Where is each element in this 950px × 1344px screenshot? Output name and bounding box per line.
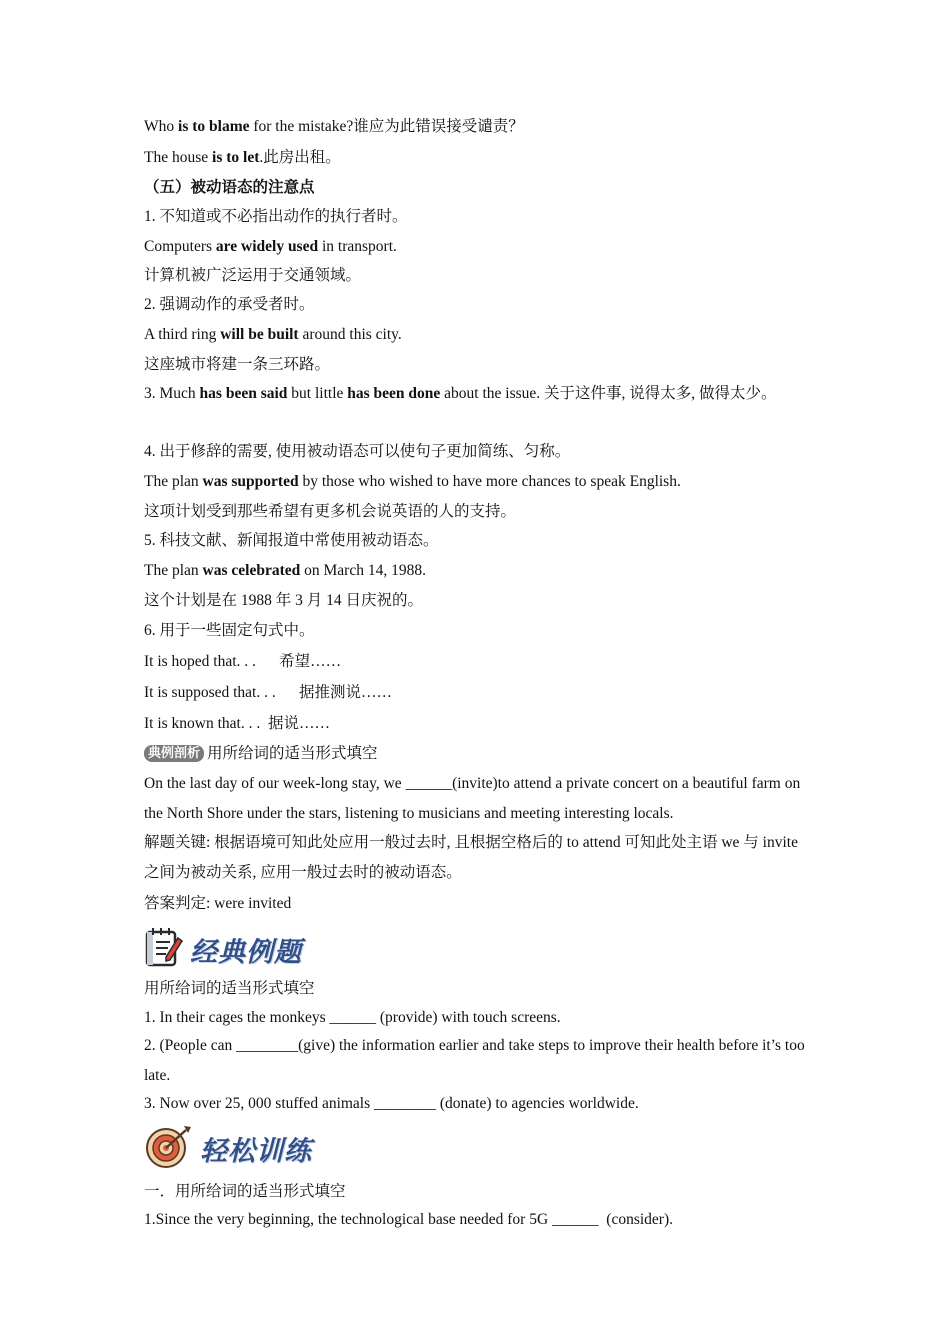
example-analysis-tag: 典例剖析: [144, 745, 204, 762]
target-arrow-icon: [144, 1124, 194, 1173]
example-1: Computers are widely used in transport.: [144, 238, 397, 255]
practice-question-1: 1.Since the very beginning, the technological base needed for 5G ______ (consider).: [144, 1211, 673, 1228]
classic-question-3: 3. Now over 25, 000 stuffed animals ________ (donate) to agencies worldwide.: [144, 1095, 639, 1112]
practice-section: 一．用所给词的适当形式填空: [144, 1183, 346, 1200]
point-5: 5. 科技文献、新闻报道中常使用被动语态。: [144, 532, 439, 549]
translation-5: 这个计划是在 1988 年 3 月 14 日庆祝的。: [144, 592, 424, 609]
point-3: 3. Much has been said but little has been done about the issue. 关于这件事, 说得太多, 做得太少。: [144, 385, 777, 402]
notepad-pen-icon: [144, 926, 184, 973]
point-1: 1. 不知道或不必指出动作的执行者时。: [144, 208, 408, 225]
classic-instruction: 用所给词的适当形式填空: [144, 980, 315, 997]
easy-practice-banner: [144, 1126, 312, 1170]
point-2: 2. 强调动作的承受者时。: [144, 296, 315, 313]
section-heading: （五）被动语态的注意点: [144, 179, 315, 196]
fixed-pattern-2: It is supposed that. . . 据推测说……: [144, 684, 392, 701]
example-instruction: 典例剖析 用所给词的适当形式填空: [144, 744, 378, 764]
example-answer: 答案判定: were invited: [144, 895, 292, 912]
example-question: On the last day of our week-long stay, we ______(invite)to attend a private concert on a beautiful farm on the North Shore under the stars, listening to musicians and meeting interesting locals.: [144, 775, 801, 822]
easy-practice-title: 轻松训练: [200, 1135, 312, 1167]
classic-examples-banner: [144, 927, 302, 971]
example-4: The plan was supported by those who wished to have more chances to speak English.: [144, 473, 681, 490]
translation-2: 这座城市将建一条三环路。: [144, 356, 331, 373]
translation-1: 计算机被广泛运用于交通领域。: [144, 267, 362, 284]
example-analysis: 解题关键: 根据语境可知此处应用一般过去时, 且根据空格后的 to attend 可知此处主语 we 与 invite 之间为被动关系, 应用一般过去时的被动语态。: [144, 834, 798, 881]
translation-4: 这项计划受到那些希望有更多机会说英语的人的支持。: [144, 503, 517, 520]
point-4: 4. 出于修辞的需要, 使用被动语态可以使句子更加简练、匀称。: [144, 443, 571, 460]
classic-question-1: 1. In their cages the monkeys ______ (provide) with touch screens.: [144, 1009, 561, 1026]
fixed-pattern-1: It is hoped that. . . 希望……: [144, 653, 342, 670]
fixed-pattern-3: It is known that. . . 据说……: [144, 715, 330, 732]
line-blame: Who is to blame for the mistake?谁应为此错误接受谴责？: [144, 118, 524, 135]
classic-examples-title: 经典例题: [190, 936, 302, 968]
classic-question-2: 2. (People can ________(give) the information earlier and take steps to improve their health before it’s too late.: [144, 1037, 805, 1084]
example-2: A third ring will be built around this city.: [144, 326, 402, 343]
example-5: The plan was celebrated on March 14, 1988.: [144, 562, 426, 579]
point-6: 6. 用于一些固定句式中。: [144, 622, 315, 639]
line-let: The house is to let.此房出租。: [144, 149, 341, 166]
